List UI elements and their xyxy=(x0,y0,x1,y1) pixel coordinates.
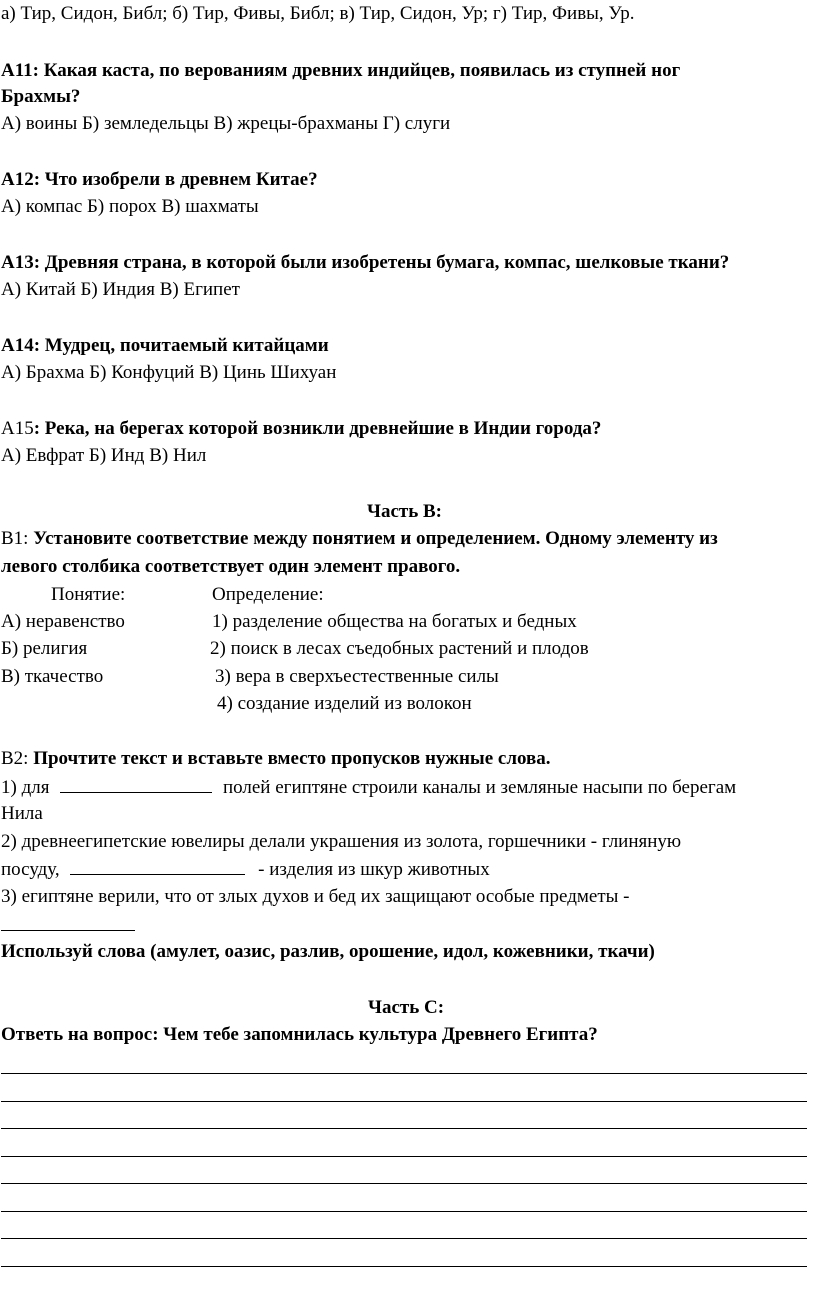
b2-sentence-2-end: - изделия из шкур животных xyxy=(258,859,490,880)
word-bank: Используй слова (амулет, оазис, разлив, орошение, идол, кожевники, ткачи) xyxy=(1,941,655,962)
part-c-title: Часть С: xyxy=(368,997,445,1018)
question-b1-text1: Установите соответствие между понятием и определением. Одному элементу из xyxy=(33,528,718,549)
answers-a15: А) Евфрат Б) Инд В) Нил xyxy=(1,445,207,466)
question-a15 xyxy=(1,418,601,440)
b2-sentence-1-cont: Нила xyxy=(1,803,43,824)
part-b-title: Часть В: xyxy=(367,501,443,522)
question-c: Ответь на вопрос: Чем тебе запомнилась культура Древнего Египта? xyxy=(1,1024,598,1045)
b2-sentence-1-start: 1) для xyxy=(1,777,50,798)
b2-sentence-2-cont xyxy=(1,858,490,881)
question-a15-prefix: А15 xyxy=(1,418,34,439)
question-a13: А13: Древняя страна, в которой были изобретены бумага, компас, шелковые ткани? xyxy=(1,252,730,273)
concept-item-c: В) ткачество xyxy=(1,666,104,687)
b2-sentence-2-start: посуду, xyxy=(1,859,60,880)
question-b2-prefix: В2: xyxy=(1,748,34,769)
definition-item-3: 3) вера в сверхъестественные силы xyxy=(215,666,499,687)
question-b2-text: Прочтите текст и вставьте вместо пропусков нужные слова. xyxy=(33,748,551,769)
answer-line[interactable] xyxy=(1,1238,807,1239)
definition-item-4: 4) создание изделий из волокон xyxy=(217,693,472,714)
answers-a13: А) Китай Б) Индия В) Египет xyxy=(1,279,240,300)
answers-a14: А) Брахма Б) Конфуций В) Цинь Шихуан xyxy=(1,362,337,383)
column-header-definition: Определение: xyxy=(212,584,324,605)
answer-line[interactable] xyxy=(1,1128,807,1129)
blank-field-2[interactable] xyxy=(70,858,245,875)
question-b1-line1 xyxy=(1,528,718,550)
question-b2 xyxy=(1,748,551,770)
question-a11-line2: Брахмы? xyxy=(1,86,81,107)
concept-item-a: А) неравенство xyxy=(1,611,125,632)
b2-sentence-1-end: полей египтяне строили каналы и земляные насыпи по берегам xyxy=(222,777,737,798)
blank-field-3[interactable] xyxy=(1,930,135,931)
answer-options-line: а) Тир, Сидон, Библ; б) Тир, Фивы, Библ; в) Тир, Сидон, Ур; г) Тир, Фивы, Ур. xyxy=(1,3,635,24)
answers-a11: А) воины Б) земледельцы В) жрецы-брахманы Г) слуги xyxy=(1,113,451,134)
b2-sentence-3: 3) египтяне верили, что от злых духов и бед их защищают особые предметы - xyxy=(1,886,630,907)
answer-line[interactable] xyxy=(1,1211,807,1212)
answer-line[interactable] xyxy=(1,1101,807,1102)
b2-sentence-2: 2) древнеегипетские ювелиры делали украшения из золота, горшечники - глиняную xyxy=(1,831,682,852)
question-a15-text: : Река, на берегах которой возникли древнейшие в Индии города? xyxy=(33,418,602,439)
answers-a12: А) компас Б) порох В) шахматы xyxy=(1,196,259,217)
concept-item-b: Б) религия xyxy=(1,638,88,659)
blank-field-1[interactable] xyxy=(60,776,212,793)
question-a14: А14: Мудрец, почитаемый китайцами xyxy=(1,335,329,356)
column-header-concept: Понятие: xyxy=(51,584,126,605)
answer-line[interactable] xyxy=(1,1183,807,1184)
answer-line[interactable] xyxy=(1,1073,807,1074)
question-a12: А12: Что изобрели в древнем Китае? xyxy=(1,169,318,190)
answer-line[interactable] xyxy=(1,1156,807,1157)
answer-line[interactable] xyxy=(1,1266,807,1267)
question-b1-line2: левого столбика соответствует один элемент правого. xyxy=(1,556,461,577)
question-a11-line1: А11: Какая каста, по верованиям древних индийцев, появилась из ступней ног xyxy=(1,60,681,81)
definition-item-2: 2) поиск в лесах съедобных растений и плодов xyxy=(210,638,589,659)
question-b1-prefix: В1: xyxy=(1,528,34,549)
definition-item-1: 1) разделение общества на богатых и бедных xyxy=(212,611,577,632)
b2-sentence-1 xyxy=(1,776,736,799)
